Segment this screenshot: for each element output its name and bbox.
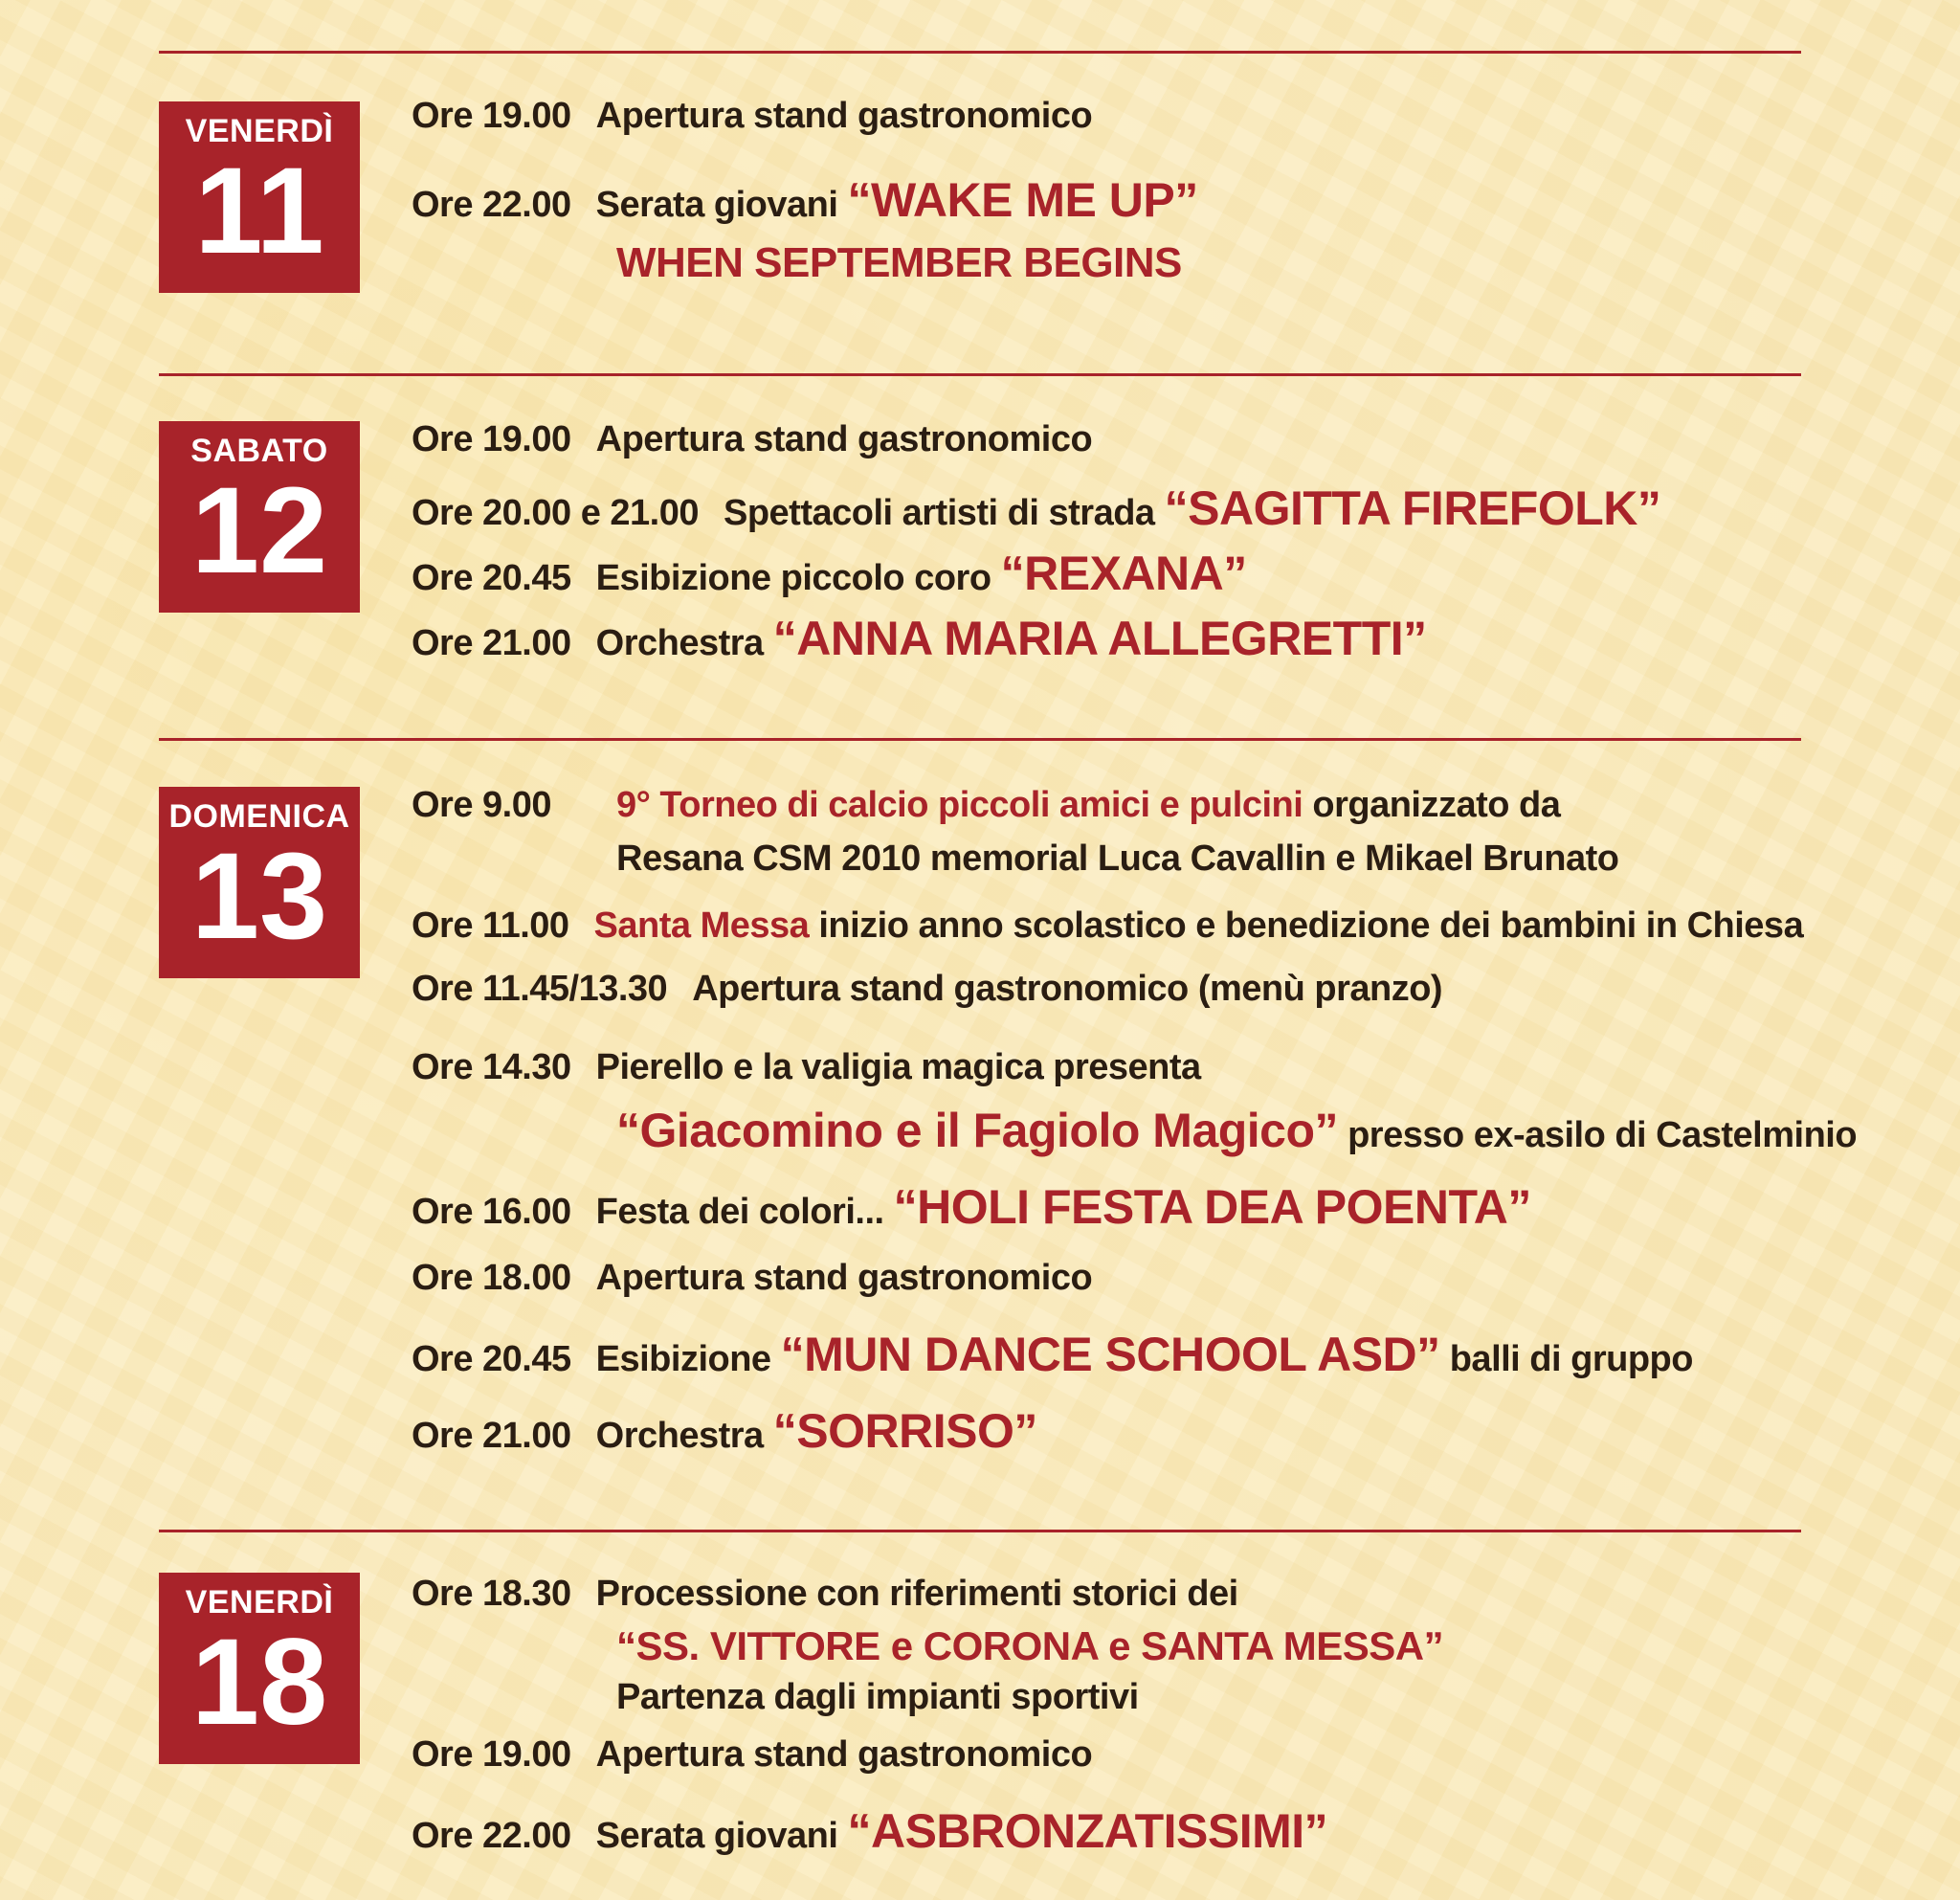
event-row bbox=[412, 1803, 1327, 1859]
section-divider bbox=[159, 373, 1801, 376]
event-row bbox=[412, 172, 1198, 228]
event-row bbox=[412, 905, 1803, 947]
event-row bbox=[412, 1179, 1531, 1235]
event-row bbox=[412, 96, 1092, 137]
event-row bbox=[412, 1734, 1092, 1776]
day-name: DOMENICA bbox=[168, 798, 350, 835]
event-row bbox=[412, 1258, 1092, 1299]
event-row bbox=[412, 969, 1442, 1010]
event-highlight: Santa Messa bbox=[593, 905, 810, 946]
event-highlight: “MUN DANCE SCHOOL ASD” bbox=[780, 1328, 1440, 1381]
event-row bbox=[412, 611, 1427, 666]
event-row bbox=[412, 1327, 1693, 1382]
event-text: Apertura stand gastronomico bbox=[595, 419, 1093, 459]
event-highlight: “WAKE ME UP” bbox=[847, 173, 1198, 227]
event-text: Spettacoli artisti di strada bbox=[723, 493, 1155, 533]
day-number: 12 bbox=[190, 462, 328, 599]
event-text: Pierello e la valigia magica presenta bbox=[595, 1047, 1201, 1087]
day-badge-13 bbox=[159, 787, 360, 978]
event-time: Ore 20.00 e 21.00 bbox=[412, 493, 699, 533]
event-continuation bbox=[616, 1677, 1139, 1718]
section-divider bbox=[159, 51, 1801, 54]
event-time: Ore 22.00 bbox=[412, 1816, 571, 1856]
event-row bbox=[412, 481, 1660, 536]
event-continuation bbox=[616, 1623, 1443, 1669]
event-text: Apertura stand gastronomico (menù pranzo) bbox=[692, 969, 1443, 1009]
event-time: Ore 21.00 bbox=[412, 1416, 571, 1456]
day-name: SABATO bbox=[190, 433, 328, 469]
event-highlight: “REXANA” bbox=[1000, 547, 1247, 600]
event-time: Ore 18.30 bbox=[412, 1574, 571, 1614]
day-badge-18 bbox=[159, 1573, 360, 1764]
event-text: Apertura stand gastronomico bbox=[595, 96, 1093, 136]
event-time: Ore 19.00 bbox=[412, 96, 571, 136]
event-text: Partenza dagli impianti sportivi bbox=[616, 1677, 1139, 1717]
event-text: inizio anno scolastico e benedizione dei bambini in Chiesa bbox=[818, 905, 1804, 946]
event-time: Ore 19.00 bbox=[412, 419, 571, 459]
event-text: Orchestra bbox=[595, 1416, 764, 1456]
event-highlight: “SS. VITTORE e CORONA e SANTA MESSA” bbox=[616, 1623, 1444, 1668]
event-text: Esibizione bbox=[595, 1339, 771, 1379]
event-text: Serata giovani bbox=[595, 185, 838, 225]
event-row bbox=[412, 1403, 1037, 1459]
event-highlight: “SAGITTA FIREFOLK” bbox=[1164, 481, 1661, 535]
day-number: 11 bbox=[194, 143, 324, 279]
event-text: organizzato da bbox=[1312, 785, 1561, 825]
event-time: Ore 18.00 bbox=[412, 1258, 571, 1298]
event-time: Ore 22.00 bbox=[412, 185, 571, 225]
event-row bbox=[412, 546, 1247, 601]
event-time: Ore 9.00 bbox=[412, 785, 551, 825]
event-time: Ore 21.00 bbox=[412, 623, 571, 663]
event-text: Resana CSM 2010 memorial Luca Cavallin e Mikael Brunato bbox=[616, 838, 1619, 879]
event-time: Ore 20.45 bbox=[412, 558, 571, 598]
section-divider bbox=[159, 1530, 1801, 1532]
event-text: Apertura stand gastronomico bbox=[595, 1258, 1093, 1298]
event-time: Ore 11.00 bbox=[412, 905, 569, 946]
section-divider bbox=[159, 738, 1801, 741]
day-number: 18 bbox=[190, 1614, 328, 1751]
event-text: Festa dei colori... bbox=[595, 1192, 884, 1232]
event-time: Ore 20.45 bbox=[412, 1339, 571, 1379]
event-highlight: “SORRISO” bbox=[772, 1404, 1037, 1458]
event-text: Serata giovani bbox=[595, 1816, 838, 1856]
event-highlight: “ANNA MARIA ALLEGRETTI” bbox=[772, 612, 1427, 665]
event-highlight: “HOLI FESTA DEA POENTA” bbox=[893, 1180, 1531, 1234]
event-highlight: “ASBRONZATISSIMI” bbox=[847, 1804, 1328, 1858]
event-text: balli di gruppo bbox=[1449, 1339, 1693, 1379]
event-time: Ore 16.00 bbox=[412, 1192, 571, 1232]
event-text: Apertura stand gastronomico bbox=[595, 1734, 1093, 1775]
event-row bbox=[412, 419, 1092, 460]
event-continuation bbox=[616, 838, 1618, 880]
event-time: Ore 14.30 bbox=[412, 1047, 571, 1087]
event-row bbox=[412, 785, 1560, 826]
day-name: VENERDÌ bbox=[185, 1584, 334, 1621]
event-highlight: WHEN SEPTEMBER BEGINS bbox=[616, 239, 1182, 286]
event-time: Ore 19.00 bbox=[412, 1734, 571, 1775]
event-text: Orchestra bbox=[595, 623, 764, 663]
day-badge-11 bbox=[159, 101, 360, 293]
day-badge-12 bbox=[159, 421, 360, 613]
day-name: VENERDÌ bbox=[185, 113, 334, 149]
event-text: presso ex-asilo di Castelminio bbox=[1348, 1115, 1858, 1155]
event-row bbox=[412, 1574, 1238, 1615]
event-text: Processione con riferimenti storici dei bbox=[595, 1574, 1238, 1614]
event-highlight: 9° Torneo di calcio piccoli amici e pulcini bbox=[616, 785, 1303, 825]
day-number: 13 bbox=[190, 828, 328, 965]
event-continuation bbox=[616, 1103, 1857, 1158]
event-row bbox=[412, 1047, 1201, 1088]
event-highlight: “Giacomino e il Fagiolo Magico” bbox=[616, 1104, 1339, 1157]
event-time: Ore 11.45/13.30 bbox=[412, 969, 668, 1009]
event-continuation bbox=[616, 239, 1182, 287]
event-text: Esibizione piccolo coro bbox=[595, 558, 991, 598]
